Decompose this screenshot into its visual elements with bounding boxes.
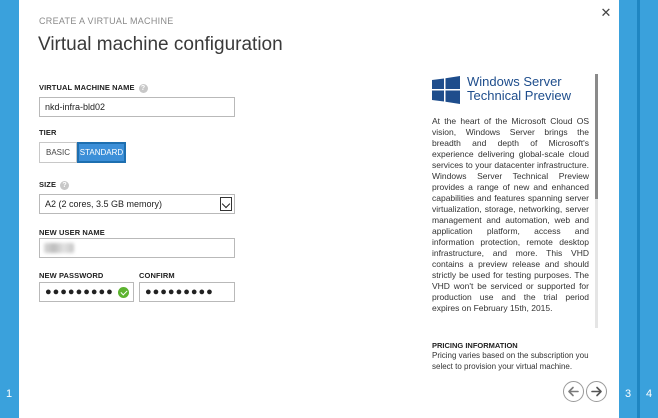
page-title: Virtual machine configuration [38, 34, 283, 55]
image-title-line2: Technical Preview [467, 88, 572, 103]
scrollbar-thumb[interactable] [595, 74, 598, 199]
description-scrollbar[interactable] [595, 74, 598, 328]
pricing-text: Pricing varies based on the subscription you select to provision your virtual machine. [432, 351, 589, 371]
vm-name-label: VIRTUAL MACHINE NAME [39, 83, 135, 92]
step-1-label[interactable]: 1 [6, 388, 13, 400]
arrow-left-icon [567, 385, 580, 398]
username-label: NEW USER NAME [39, 228, 105, 237]
wizard-step-rail-left [0, 0, 19, 418]
chevron-down-icon[interactable] [220, 197, 232, 211]
close-icon[interactable]: ✕ [600, 5, 612, 20]
vm-name-label-row [39, 83, 148, 93]
size-label-row [39, 180, 69, 190]
windows-logo-icon [432, 76, 460, 104]
help-icon[interactable]: ? [139, 84, 148, 93]
redacted-username [44, 243, 74, 253]
next-button[interactable] [586, 381, 607, 402]
image-title [467, 75, 571, 103]
checkmark-icon [118, 287, 129, 298]
password-mask: ●●●●●●●●● [45, 286, 114, 298]
size-select[interactable] [39, 194, 235, 214]
tier-basic-button[interactable]: BASIC [39, 142, 77, 163]
confirm-input[interactable] [139, 282, 235, 302]
wizard-subtitle: CREATE A VIRTUAL MACHINE [39, 16, 174, 26]
back-button[interactable] [563, 381, 584, 402]
tier-standard-button[interactable]: STANDARD [77, 142, 126, 163]
image-description-scroll[interactable] [432, 116, 589, 326]
username-input[interactable] [39, 238, 235, 258]
size-label: SIZE [39, 180, 57, 189]
image-description: At the heart of the Microsoft Cloud OS vision, Windows Server brings the breadth and depth of Microsoft's experience delivering global-scale cloud services to your datacenter infrastructure. Windows Server Technical Preview provides a range of new and enhanced capabilities and features spanning server virtualization, storage, networking, server management and automation, web and application platform, access and information protection, remote desktop infrastructure, and more. This VHD contains a preview release and should strictly be used for testing purposes. The VHD won't be serviced or supported for production use and the trial period expires on February 15th, 2015. [432, 116, 589, 313]
rail-divider [637, 0, 640, 418]
pricing-heading: PRICING INFORMATION [432, 341, 518, 350]
confirm-mask: ●●●●●●●●● [145, 286, 214, 298]
size-select-value: A2 (2 cores, 3.5 GB memory) [45, 199, 163, 209]
password-input[interactable] [39, 282, 134, 302]
help-icon[interactable]: ? [60, 181, 69, 190]
password-label: NEW PASSWORD [39, 271, 104, 280]
step-3-label[interactable]: 3 [625, 388, 632, 400]
step-4-label[interactable]: 4 [646, 388, 653, 400]
arrow-right-icon [590, 385, 603, 398]
confirm-label: CONFIRM [139, 271, 175, 280]
vm-name-input[interactable]: nkd-infra-bld02 [39, 97, 235, 117]
wizard-step-rail-right [619, 0, 658, 418]
tier-label: TIER [39, 128, 57, 137]
image-title-line1: Windows Server [467, 74, 562, 89]
